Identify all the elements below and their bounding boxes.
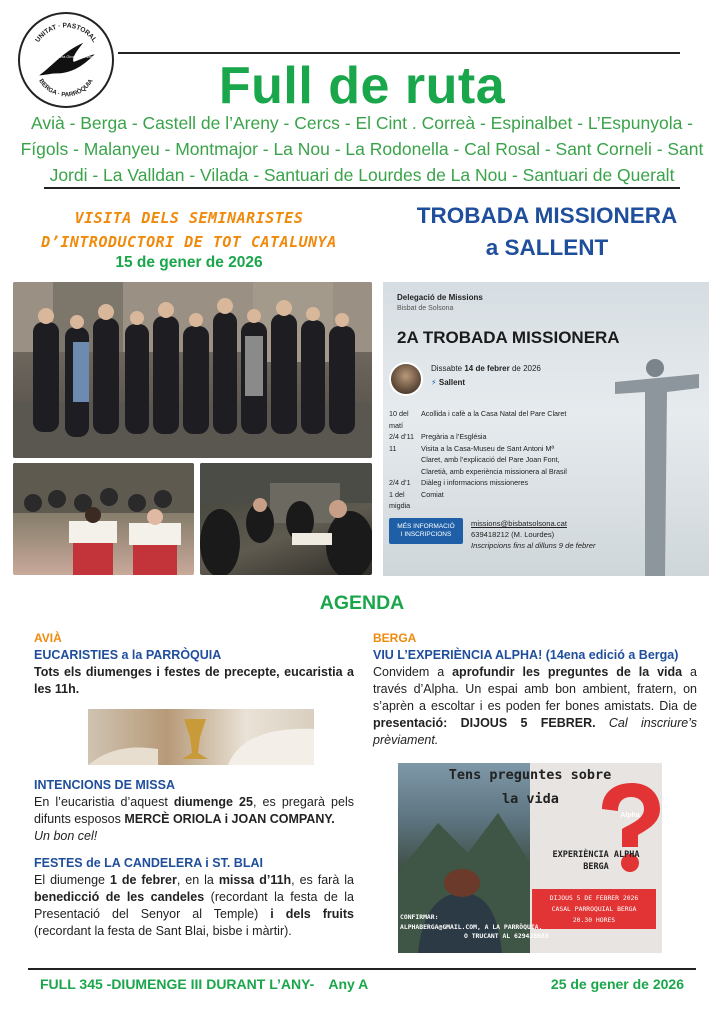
text-run: El diumenge [34, 873, 110, 887]
logo-inner-text: Avià Corbera Gironella Olvan [43, 55, 93, 60]
gap [34, 845, 354, 855]
text-bold: i dels fruits [270, 907, 355, 921]
text-bold: aprofundir les preguntes de la vida [452, 665, 683, 679]
alpha-question-line2: la vida [502, 791, 559, 807]
lightning-icon: ⚡ [431, 378, 437, 387]
contact-email-link[interactable]: missions@bisbatsolsona.cat [471, 519, 567, 528]
text-run: (recordant la festa de Sant Blai, bisbe i màrtir). [34, 924, 292, 938]
mission-title-line2: a SALLENT [485, 235, 609, 260]
schedule-time: 2/4 d’11 [389, 432, 415, 441]
banner-line1: DIJOUS 5 DE FEBRER 2026 [549, 894, 639, 902]
alpha-question-line1: Tens preguntes sobre [448, 767, 612, 783]
alpha-poster [398, 763, 662, 953]
schedule-desc: Visita a la Casa-Museu de Sant Antoni Mª [421, 443, 555, 453]
schedule-row [389, 477, 629, 489]
text-run: En l’eucaristia d’aquest [34, 795, 174, 809]
contact-phone: 639418212 (M. Lourdes) [471, 530, 555, 539]
page-title: Full de ruta [218, 57, 506, 115]
alpha-confirm-text [400, 913, 662, 942]
mission-title [374, 200, 720, 264]
text-run: Convidem a [373, 665, 453, 679]
poster-date-suffix: de 2026 [509, 364, 541, 373]
poster-date-prefix: Dissabte [431, 364, 465, 373]
towns-list: Avià - Berga - Castell de l’Areny - Cercs - El Cint . Correà - Espinalbet - L’Espunyola - Fígols - Malanyeu - Montmajor - La Nou - La Rodonella - Cal Rosal - Sant Corneli - Sant Jordi - La Valldan - Vilada - Santuari de Lourdes de La Nou - Santuari de Queralt [20, 113, 704, 185]
poster-place-text: Sallent [438, 378, 466, 387]
alpha-badge: Alpha [620, 812, 640, 819]
schedule-row [389, 466, 629, 478]
schedule-time [389, 466, 421, 478]
schedule-row [389, 431, 629, 443]
footer-cycle: Any A [328, 976, 369, 992]
text-run: , es pregarà pels difunts esposos [34, 795, 354, 826]
poster-organization [397, 292, 483, 314]
exp-line2: BERGA [583, 862, 609, 872]
text-bold: benedicció de les candeles [34, 890, 205, 904]
seminarians-group-photo [13, 282, 372, 458]
agenda-right-column [373, 630, 697, 749]
banner-line3: 20.30 HORES [572, 916, 616, 924]
poster-date [431, 364, 541, 373]
schedule-desc: Comiat [421, 489, 444, 499]
text-run: (recordant la festa de la Presentació del Senyor al Temple) [34, 890, 354, 921]
schedule-time: 2/4 d’1 [389, 478, 411, 487]
town-heading-avia: AVIÀ [34, 631, 62, 645]
text-bold: missa d’11h [218, 873, 292, 887]
footer-issue [40, 976, 368, 992]
poster-date-bold: 14 de febrer [464, 364, 510, 373]
footer-divider [28, 968, 696, 970]
candlemas-heading: FESTES de LA CANDELERA i ST. BLAI [34, 856, 263, 870]
poster-contact [471, 518, 596, 551]
candlemas-text [34, 872, 354, 940]
mass-intentions-text [34, 794, 354, 828]
agenda-title: AGENDA [319, 592, 405, 614]
mission-title-line1: TROBADA MISSIONERA [416, 203, 678, 228]
footer-date: 25 de gener de 2026 [550, 976, 684, 992]
schedule-time: 11 [389, 443, 397, 453]
confirm-line3: O TRUCANT AL 629428683 [464, 932, 549, 940]
confirm-line2: ALPHABERGA@GMAIL.COM, A LA PARRÒQUIA, [400, 922, 543, 931]
visit-title-line1: VISITA DELS SEMINARISTES [74, 209, 304, 227]
poster-org-sub: Bisbat de Solsona [397, 305, 454, 312]
alpha-text [373, 664, 697, 749]
schedule-desc: Pregària a l’Església [421, 432, 487, 441]
svg-text:UNITAT · PASTORAL [34, 22, 97, 44]
schedule-time: 10 del matí [389, 409, 409, 430]
mass-intentions-heading: INTENCIONS DE MISSA [34, 778, 175, 792]
text-bold: MERCÈ ORIOLA i JOAN COMPANY. [124, 812, 335, 826]
logo-bottom-text: BERGA · PARRÒQUIA [37, 77, 95, 99]
poster-schedule [389, 408, 629, 512]
poster-place [431, 378, 465, 387]
text-run: , es farà la [291, 873, 354, 887]
town-heading-berga: BERGA [373, 631, 417, 645]
eucharist-heading: EUCARISTIES a la PARRÒQUIA [34, 648, 222, 662]
schedule-row [389, 454, 629, 466]
schedule-desc: Claret, amb l’explicació del Pare Joan Font, [421, 455, 560, 464]
alpha-heading: VIU L’EXPERIÈNCIA ALPHA! (14ena edició a Berga) [373, 648, 679, 662]
more-info-button[interactable] [389, 518, 463, 544]
footer-issue-text: FULL 345 -DIUMENGE III DURANT L’ANY- [40, 976, 315, 992]
text-bold: 1 de febrer [109, 873, 177, 887]
visit-date: 15 de gener de 2026 [115, 254, 263, 271]
banner-line2: CASAL PARROQUIAL BERGA [551, 905, 637, 913]
schedule-desc: Acollida i cafè a la Casa Natal del Pare Claret [421, 409, 567, 418]
logo-top-text: UNITAT · PASTORAL [34, 22, 98, 44]
poster-title: 2A TROBADA MISSIONERA [397, 328, 620, 347]
alpha-experience-title [532, 849, 660, 873]
schedule-desc: Claretià, amb experiència missionera al Brasil [421, 466, 567, 476]
eucharist-text: Tots els diumenges i festes de precepte, eucaristia a les 11h. [34, 665, 354, 696]
eucharist-photo [88, 709, 314, 765]
schedule-time: 1 del migdia [389, 489, 411, 510]
confirm-line1: CONFIRMAR: [400, 913, 439, 921]
claret-portrait [389, 362, 423, 396]
info-button-line2: I INSCRIPCIONS [400, 531, 452, 538]
schedule-desc: Diàleg i informacions missioneres [421, 478, 529, 487]
text-run: , en la [176, 873, 219, 887]
text-bold: diumenge 25 [173, 795, 253, 809]
text-run: a través d’Alpha. Un espai amb bon ambient, fratern, on s’aprèn a escoltar i es poden fer bones amistats. Dia de [373, 665, 697, 713]
meeting-photo [200, 463, 372, 575]
text-italic: Cal inscriure’s prèviament. [373, 716, 697, 747]
exp-line1: EXPERIÈNCIA ALPHA [552, 850, 640, 860]
schedule-row [389, 408, 629, 431]
schedule-row [389, 489, 629, 512]
header-divider [44, 187, 680, 189]
visit-title-line2: D’INTRODUCTORI DE TOT CATALUNYA [41, 233, 337, 251]
schedule-time [389, 454, 421, 466]
schedule-row [389, 443, 629, 455]
choir-photo [13, 463, 194, 575]
mission-poster [383, 282, 709, 576]
agenda-left-column [34, 630, 354, 940]
info-button-line1: MÉS INFORMACIÓ [397, 523, 455, 530]
mass-wish: Un bon cel! [34, 829, 98, 843]
registration-note: Inscripcions fins al dilluns 9 de febrer [471, 541, 596, 550]
text-bold: presentació: DIJOUS 5 FEBRER. [373, 716, 596, 730]
visit-title [14, 206, 364, 254]
poster-org-name: Delegació de Missions [397, 293, 483, 302]
top-divider [118, 52, 680, 54]
